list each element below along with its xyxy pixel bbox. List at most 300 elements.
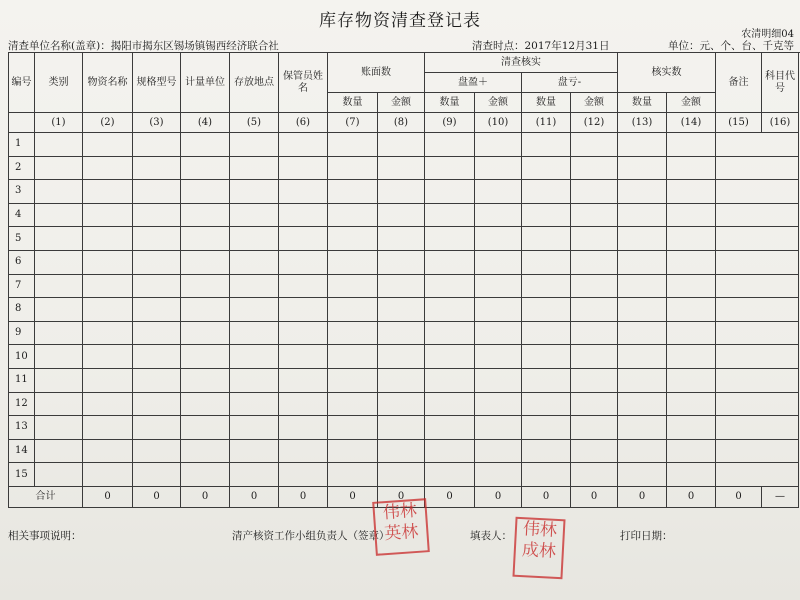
table-cell <box>618 439 667 463</box>
total-cell: — <box>762 486 799 507</box>
table-cell <box>571 274 618 298</box>
table-cell <box>571 298 618 322</box>
header-surplus-qty: 数量 <box>425 93 475 113</box>
table-cell <box>522 203 571 227</box>
table-cell <box>571 180 618 204</box>
table-cell <box>230 156 279 180</box>
table-cell <box>618 180 667 204</box>
table-cell <box>667 274 716 298</box>
header-surplus: 盘盈＋ <box>425 73 522 93</box>
table-cell <box>716 392 799 416</box>
table-cell <box>35 203 83 227</box>
row-number: 5 <box>9 227 35 251</box>
column-number: (6) <box>279 113 328 133</box>
table-cell <box>133 392 181 416</box>
table-cell <box>667 250 716 274</box>
table-cell <box>279 392 328 416</box>
table-cell <box>279 156 328 180</box>
table-cell <box>279 345 328 369</box>
table-cell <box>328 274 378 298</box>
table-cell <box>716 133 799 157</box>
table-cell <box>328 250 378 274</box>
table-cell <box>475 392 522 416</box>
table-cell <box>181 298 230 322</box>
table-cell <box>279 133 328 157</box>
row-number: 7 <box>9 274 35 298</box>
table-cell <box>716 250 799 274</box>
table-cell <box>328 298 378 322</box>
table-cell <box>522 133 571 157</box>
table-cell <box>618 368 667 392</box>
seal-line: 成林 <box>521 540 557 562</box>
table-cell <box>475 274 522 298</box>
table-cell <box>230 463 279 487</box>
table-cell <box>83 463 133 487</box>
table-cell <box>230 392 279 416</box>
table-cell <box>618 463 667 487</box>
table-cell <box>328 416 378 440</box>
table-cell <box>475 227 522 251</box>
table-cell <box>425 463 475 487</box>
table-cell <box>230 250 279 274</box>
header-location: 存放地点 <box>230 53 279 113</box>
table-cell <box>378 321 425 345</box>
header-surplus-amount: 金额 <box>475 93 522 113</box>
table-cell <box>522 250 571 274</box>
table-cell <box>618 298 667 322</box>
table-cell <box>378 250 425 274</box>
row-number: 12 <box>9 392 35 416</box>
red-seal-stamp <box>512 517 565 580</box>
table-cell <box>279 274 328 298</box>
table-cell <box>83 416 133 440</box>
table-cell <box>475 156 522 180</box>
header-spec: 规格型号 <box>133 53 181 113</box>
table-cell <box>667 227 716 251</box>
table-cell <box>133 439 181 463</box>
header-remark: 备注 <box>716 53 762 113</box>
table-cell <box>133 416 181 440</box>
table-cell <box>475 321 522 345</box>
column-number: (15) <box>716 113 762 133</box>
table-cell <box>279 250 328 274</box>
table-cell <box>83 203 133 227</box>
table-cell <box>667 368 716 392</box>
column-number: (10) <box>475 113 522 133</box>
table-cell <box>181 321 230 345</box>
table-cell <box>667 345 716 369</box>
table-cell <box>328 321 378 345</box>
table-cell <box>425 439 475 463</box>
table-cell <box>35 227 83 251</box>
table-cell <box>667 203 716 227</box>
table-cell <box>83 392 133 416</box>
table-cell <box>522 439 571 463</box>
header-loss: 盘亏- <box>522 73 618 93</box>
column-number: (16) <box>762 113 799 133</box>
table-row <box>9 439 799 463</box>
check-date-label: 清查时点： <box>472 40 525 52</box>
table-cell <box>181 345 230 369</box>
table-cell <box>425 133 475 157</box>
column-number: (14) <box>667 113 716 133</box>
table-cell <box>425 203 475 227</box>
table-cell <box>230 180 279 204</box>
header-category: 类别 <box>35 53 83 113</box>
header-verify: 清查核实 <box>425 53 618 73</box>
table-cell <box>522 392 571 416</box>
table-cell <box>133 250 181 274</box>
header-no: 编号 <box>9 53 35 113</box>
table-cell <box>716 180 799 204</box>
column-number: (2) <box>83 113 133 133</box>
table-cell <box>475 463 522 487</box>
total-cell: 0 <box>133 486 181 507</box>
table-cell <box>522 345 571 369</box>
row-number: 9 <box>9 321 35 345</box>
table-cell <box>378 274 425 298</box>
table-cell <box>181 392 230 416</box>
row-number: 1 <box>9 133 35 157</box>
table-cell <box>279 439 328 463</box>
header-keeper: 保管员姓名 <box>279 53 328 113</box>
table-cell <box>716 463 799 487</box>
table-cell <box>522 463 571 487</box>
table-cell <box>618 133 667 157</box>
table-cell <box>181 368 230 392</box>
table-cell <box>328 227 378 251</box>
total-cell: 0 <box>475 486 522 507</box>
seal-line: 英林 <box>383 521 420 545</box>
table-row <box>9 463 799 487</box>
table-cell <box>230 321 279 345</box>
table-cell <box>475 203 522 227</box>
table-cell <box>328 463 378 487</box>
table-cell <box>475 298 522 322</box>
total-label: 合计 <box>9 486 83 507</box>
table-cell <box>571 463 618 487</box>
table-cell <box>328 345 378 369</box>
table-cell <box>425 274 475 298</box>
table-row <box>9 203 799 227</box>
table-cell <box>618 156 667 180</box>
header-actual: 核实数 <box>618 53 716 93</box>
table-cell <box>571 133 618 157</box>
table-cell <box>35 250 83 274</box>
table-cell <box>35 416 83 440</box>
table-cell <box>716 368 799 392</box>
unit-name-label: 清查单位名称(盖章)： <box>8 40 111 52</box>
total-cell: 0 <box>328 486 378 507</box>
table-cell <box>230 298 279 322</box>
table-cell <box>716 345 799 369</box>
table-cell <box>279 203 328 227</box>
table-cell <box>522 156 571 180</box>
table-cell <box>378 298 425 322</box>
table-cell <box>35 156 83 180</box>
table-cell <box>522 321 571 345</box>
table-cell <box>230 368 279 392</box>
table-cell <box>667 321 716 345</box>
table-cell <box>475 133 522 157</box>
table-cell <box>279 463 328 487</box>
table-cell <box>83 250 133 274</box>
table-cell <box>475 250 522 274</box>
total-cell: 0 <box>279 486 328 507</box>
table-cell <box>716 416 799 440</box>
table-cell <box>618 250 667 274</box>
table-cell <box>133 156 181 180</box>
column-number: (5) <box>230 113 279 133</box>
table-cell <box>181 416 230 440</box>
table-cell <box>571 416 618 440</box>
print-date-label: 打印日期： <box>620 530 673 542</box>
table-cell <box>35 392 83 416</box>
total-cell: 0 <box>716 486 762 507</box>
table-cell <box>378 416 425 440</box>
table-cell <box>571 392 618 416</box>
table-cell <box>716 156 799 180</box>
total-cell: 0 <box>522 486 571 507</box>
table-row <box>9 416 799 440</box>
total-cell: 0 <box>667 486 716 507</box>
table-cell <box>230 274 279 298</box>
table-cell <box>133 274 181 298</box>
form-title: 库存物资清查登记表 <box>319 11 481 31</box>
table-cell <box>425 345 475 369</box>
table-cell <box>181 156 230 180</box>
table-cell <box>425 250 475 274</box>
table-cell <box>378 463 425 487</box>
table-cell <box>279 227 328 251</box>
table-row <box>9 368 799 392</box>
table-cell <box>425 298 475 322</box>
table-cell <box>667 133 716 157</box>
table-cell <box>133 203 181 227</box>
table-cell <box>133 180 181 204</box>
table-row <box>9 250 799 274</box>
table-row <box>9 133 799 157</box>
row-number: 14 <box>9 439 35 463</box>
total-cell: 0 <box>181 486 230 507</box>
table-cell <box>230 133 279 157</box>
row-number: 3 <box>9 180 35 204</box>
total-cell: 0 <box>618 486 667 507</box>
header-loss-qty: 数量 <box>522 93 571 113</box>
table-row <box>9 156 799 180</box>
table-row <box>9 227 799 251</box>
table-cell <box>279 180 328 204</box>
table-cell <box>618 227 667 251</box>
table-cell <box>133 368 181 392</box>
table-cell <box>378 180 425 204</box>
table-cell <box>83 368 133 392</box>
table-cell <box>133 227 181 251</box>
inventory-table <box>8 52 799 508</box>
table-cell <box>230 439 279 463</box>
total-cell: 0 <box>378 486 425 507</box>
table-row <box>9 321 799 345</box>
filler-label: 填表人： <box>470 530 512 542</box>
table-cell <box>378 439 425 463</box>
header-subject: 科目代号 <box>762 53 799 113</box>
table-cell <box>181 274 230 298</box>
header-book-amount: 金额 <box>378 93 425 113</box>
table-cell <box>328 392 378 416</box>
header-actual-qty: 数量 <box>618 93 667 113</box>
table-cell <box>425 180 475 204</box>
column-number: (4) <box>181 113 230 133</box>
table-cell <box>35 298 83 322</box>
table-cell <box>571 321 618 345</box>
column-number: (8) <box>378 113 425 133</box>
column-number: (3) <box>133 113 181 133</box>
table-cell <box>425 227 475 251</box>
table-cell <box>133 298 181 322</box>
table-cell <box>83 298 133 322</box>
table-cell <box>425 416 475 440</box>
table-cell <box>83 180 133 204</box>
table-cell <box>475 368 522 392</box>
table-cell <box>328 439 378 463</box>
table-cell <box>328 180 378 204</box>
table-cell <box>181 133 230 157</box>
table-cell <box>667 463 716 487</box>
table-cell <box>181 439 230 463</box>
table-cell <box>378 203 425 227</box>
table-cell <box>571 345 618 369</box>
table-cell <box>475 416 522 440</box>
table-cell <box>716 298 799 322</box>
table-cell <box>716 274 799 298</box>
table-cell <box>618 416 667 440</box>
unit-name-line <box>8 38 279 53</box>
table-cell <box>522 298 571 322</box>
header-actual-amount: 金额 <box>667 93 716 113</box>
table-row <box>9 345 799 369</box>
total-cell: 0 <box>571 486 618 507</box>
row-number: 4 <box>9 203 35 227</box>
column-number: (7) <box>328 113 378 133</box>
table-cell <box>83 156 133 180</box>
table-cell <box>279 298 328 322</box>
table-cell <box>475 345 522 369</box>
table-cell <box>522 416 571 440</box>
check-date-value: 2017年12月31日 <box>524 40 610 52</box>
column-number: (13) <box>618 113 667 133</box>
table-cell <box>522 274 571 298</box>
table-cell <box>618 321 667 345</box>
table-body <box>9 133 799 487</box>
table-cell <box>425 392 475 416</box>
table-row <box>9 180 799 204</box>
table-cell <box>667 416 716 440</box>
unit-note: 单位：元、个、台、千克等 <box>668 40 794 52</box>
table-cell <box>618 345 667 369</box>
row-number: 10 <box>9 345 35 369</box>
table-cell <box>83 227 133 251</box>
row-number: 8 <box>9 298 35 322</box>
table-cell <box>181 203 230 227</box>
table-cell <box>83 345 133 369</box>
table-cell <box>425 156 475 180</box>
table-cell <box>425 321 475 345</box>
table-cell <box>667 298 716 322</box>
table-cell <box>475 180 522 204</box>
form-code: 农清明细04 <box>741 29 794 40</box>
table-cell <box>328 156 378 180</box>
table-row <box>9 298 799 322</box>
row-number: 2 <box>9 156 35 180</box>
table-cell <box>133 321 181 345</box>
table-cell <box>83 274 133 298</box>
total-cell: 0 <box>83 486 133 507</box>
table-cell <box>378 368 425 392</box>
table-cell <box>230 227 279 251</box>
total-cell: 0 <box>425 486 475 507</box>
column-number: (1) <box>35 113 83 133</box>
table-cell <box>35 133 83 157</box>
red-seal-stamp <box>372 498 430 556</box>
table-cell <box>716 439 799 463</box>
row-number: 11 <box>9 368 35 392</box>
table-cell <box>716 203 799 227</box>
table-cell <box>571 156 618 180</box>
table-cell <box>230 416 279 440</box>
table-cell <box>522 180 571 204</box>
table-cell <box>425 368 475 392</box>
column-number: (12) <box>571 113 618 133</box>
table-cell <box>83 133 133 157</box>
table-cell <box>181 463 230 487</box>
column-number-blank <box>9 113 35 133</box>
header-loss-amount: 金额 <box>571 93 618 113</box>
table-cell <box>571 439 618 463</box>
table-cell <box>667 439 716 463</box>
column-number: (11) <box>522 113 571 133</box>
table-cell <box>181 180 230 204</box>
row-number: 6 <box>9 250 35 274</box>
table-cell <box>571 227 618 251</box>
table-cell <box>667 392 716 416</box>
table-cell <box>378 156 425 180</box>
table-cell <box>133 463 181 487</box>
table-cell <box>35 274 83 298</box>
table-cell <box>716 321 799 345</box>
table-cell <box>133 133 181 157</box>
table-cell <box>667 156 716 180</box>
seal-line: 伟林 <box>382 500 418 524</box>
table-cell <box>667 180 716 204</box>
header-book-qty: 数量 <box>328 93 378 113</box>
table-cell <box>618 274 667 298</box>
header-unit: 计量单位 <box>181 53 230 113</box>
notes-label: 相关事项说明： <box>8 530 82 542</box>
check-date-line <box>472 38 609 53</box>
table-cell <box>279 368 328 392</box>
table-cell <box>35 345 83 369</box>
table-cell <box>83 439 133 463</box>
table-cell <box>83 321 133 345</box>
table-cell <box>378 392 425 416</box>
table-cell <box>35 368 83 392</box>
table-cell <box>181 250 230 274</box>
table-cell <box>716 227 799 251</box>
row-number: 13 <box>9 416 35 440</box>
table-cell <box>618 203 667 227</box>
table-cell <box>571 250 618 274</box>
table-cell <box>279 416 328 440</box>
